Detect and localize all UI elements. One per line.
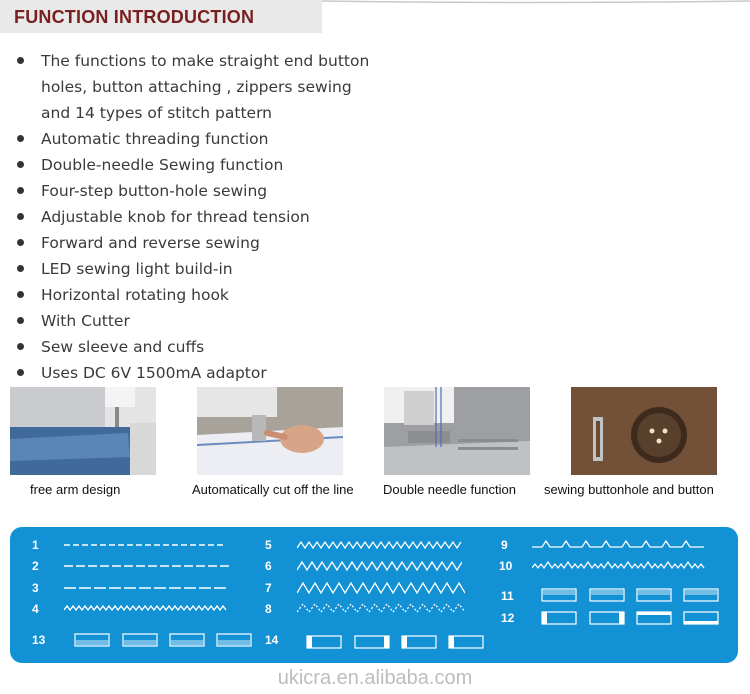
double-needle-photo bbox=[384, 387, 530, 475]
pattern-number: 14 bbox=[265, 633, 279, 647]
stitch-straight-icon bbox=[64, 585, 229, 591]
pattern-number: 1 bbox=[32, 538, 39, 552]
top-decorative-line bbox=[322, 0, 750, 4]
stitch-pattern-panel bbox=[10, 527, 738, 663]
bullet-icon bbox=[17, 135, 24, 142]
stitch-zigzag-icon bbox=[297, 581, 465, 595]
pattern-number: 7 bbox=[265, 581, 272, 595]
feature-item: Sew sleeve and cuffs bbox=[14, 334, 374, 360]
pattern-number: 4 bbox=[32, 602, 39, 616]
stitch-zigzag-icon bbox=[297, 560, 462, 572]
feature-item: The functions to make straight end button bbox=[14, 48, 374, 74]
feature-item: With Cutter bbox=[14, 308, 374, 334]
caption-double-needle: Double needle function bbox=[383, 482, 516, 497]
bullet-icon bbox=[17, 265, 24, 272]
pattern-number: 13 bbox=[32, 633, 46, 647]
watermark: ukicra.en.alibaba.com bbox=[277, 667, 473, 689]
stitch-blind-hem-icon bbox=[532, 539, 707, 549]
feature-list bbox=[14, 48, 374, 386]
caption-buttonhole: sewing buttonhole and button bbox=[544, 482, 714, 497]
free-arm-photo bbox=[10, 387, 156, 475]
feature-item: LED sewing light build-in bbox=[14, 256, 374, 282]
bullet-icon bbox=[17, 187, 24, 194]
pattern-number: 2 bbox=[32, 559, 39, 573]
stitch-buttonhole-icon bbox=[541, 611, 721, 625]
feature-item: and 14 types of stitch pattern bbox=[41, 104, 272, 122]
caption-free-arm: free arm design bbox=[30, 482, 121, 497]
pattern-number: 6 bbox=[265, 559, 272, 573]
pattern-number: 10 bbox=[499, 559, 513, 573]
cutter-photo bbox=[197, 387, 343, 475]
bullet-icon bbox=[17, 161, 24, 168]
bullet-icon bbox=[17, 343, 24, 350]
bullet-icon bbox=[17, 317, 24, 324]
feature-item: holes, button attaching , zippers sewing bbox=[41, 78, 352, 96]
pattern-number: 9 bbox=[501, 538, 508, 552]
stitch-dotted-zigzag-icon bbox=[297, 602, 465, 614]
feature-item: Uses DC 6V 1500mA adaptor bbox=[14, 360, 374, 386]
bullet-icon bbox=[17, 369, 24, 376]
stitch-buttonhole-icon bbox=[74, 633, 254, 647]
pattern-number: 12 bbox=[501, 611, 515, 625]
feature-item: Four-step button-hole sewing bbox=[14, 178, 374, 204]
feature-item: Double-needle Sewing function bbox=[14, 152, 374, 178]
pattern-number: 8 bbox=[265, 602, 272, 616]
stitch-buttonhole-icon bbox=[306, 635, 486, 649]
bullet-icon bbox=[17, 213, 24, 220]
stitch-blind-hem-icon bbox=[532, 560, 707, 570]
feature-item: Adjustable knob for thread tension bbox=[14, 204, 374, 230]
pattern-number: 11 bbox=[501, 589, 514, 603]
stitch-straight-icon bbox=[64, 563, 229, 569]
buttonhole-photo bbox=[571, 387, 717, 475]
bullet-icon bbox=[17, 239, 24, 246]
stitch-zigzag-icon bbox=[64, 604, 229, 612]
bullet-icon bbox=[17, 291, 24, 298]
bullet-icon bbox=[17, 57, 24, 64]
feature-item: Automatic threading function bbox=[14, 126, 374, 152]
pattern-number: 3 bbox=[32, 581, 39, 595]
stitch-zigzag-icon bbox=[297, 540, 462, 550]
stitch-straight-icon bbox=[64, 542, 224, 548]
caption-cutter: Automatically cut off the line bbox=[192, 482, 354, 497]
pattern-number: 5 bbox=[265, 538, 272, 552]
page-title: FUNCTION INTRODUCTION bbox=[14, 7, 255, 27]
feature-item: Horizontal rotating hook bbox=[14, 282, 374, 308]
stitch-buttonhole-icon bbox=[541, 588, 721, 602]
feature-item: Forward and reverse sewing bbox=[14, 230, 374, 256]
